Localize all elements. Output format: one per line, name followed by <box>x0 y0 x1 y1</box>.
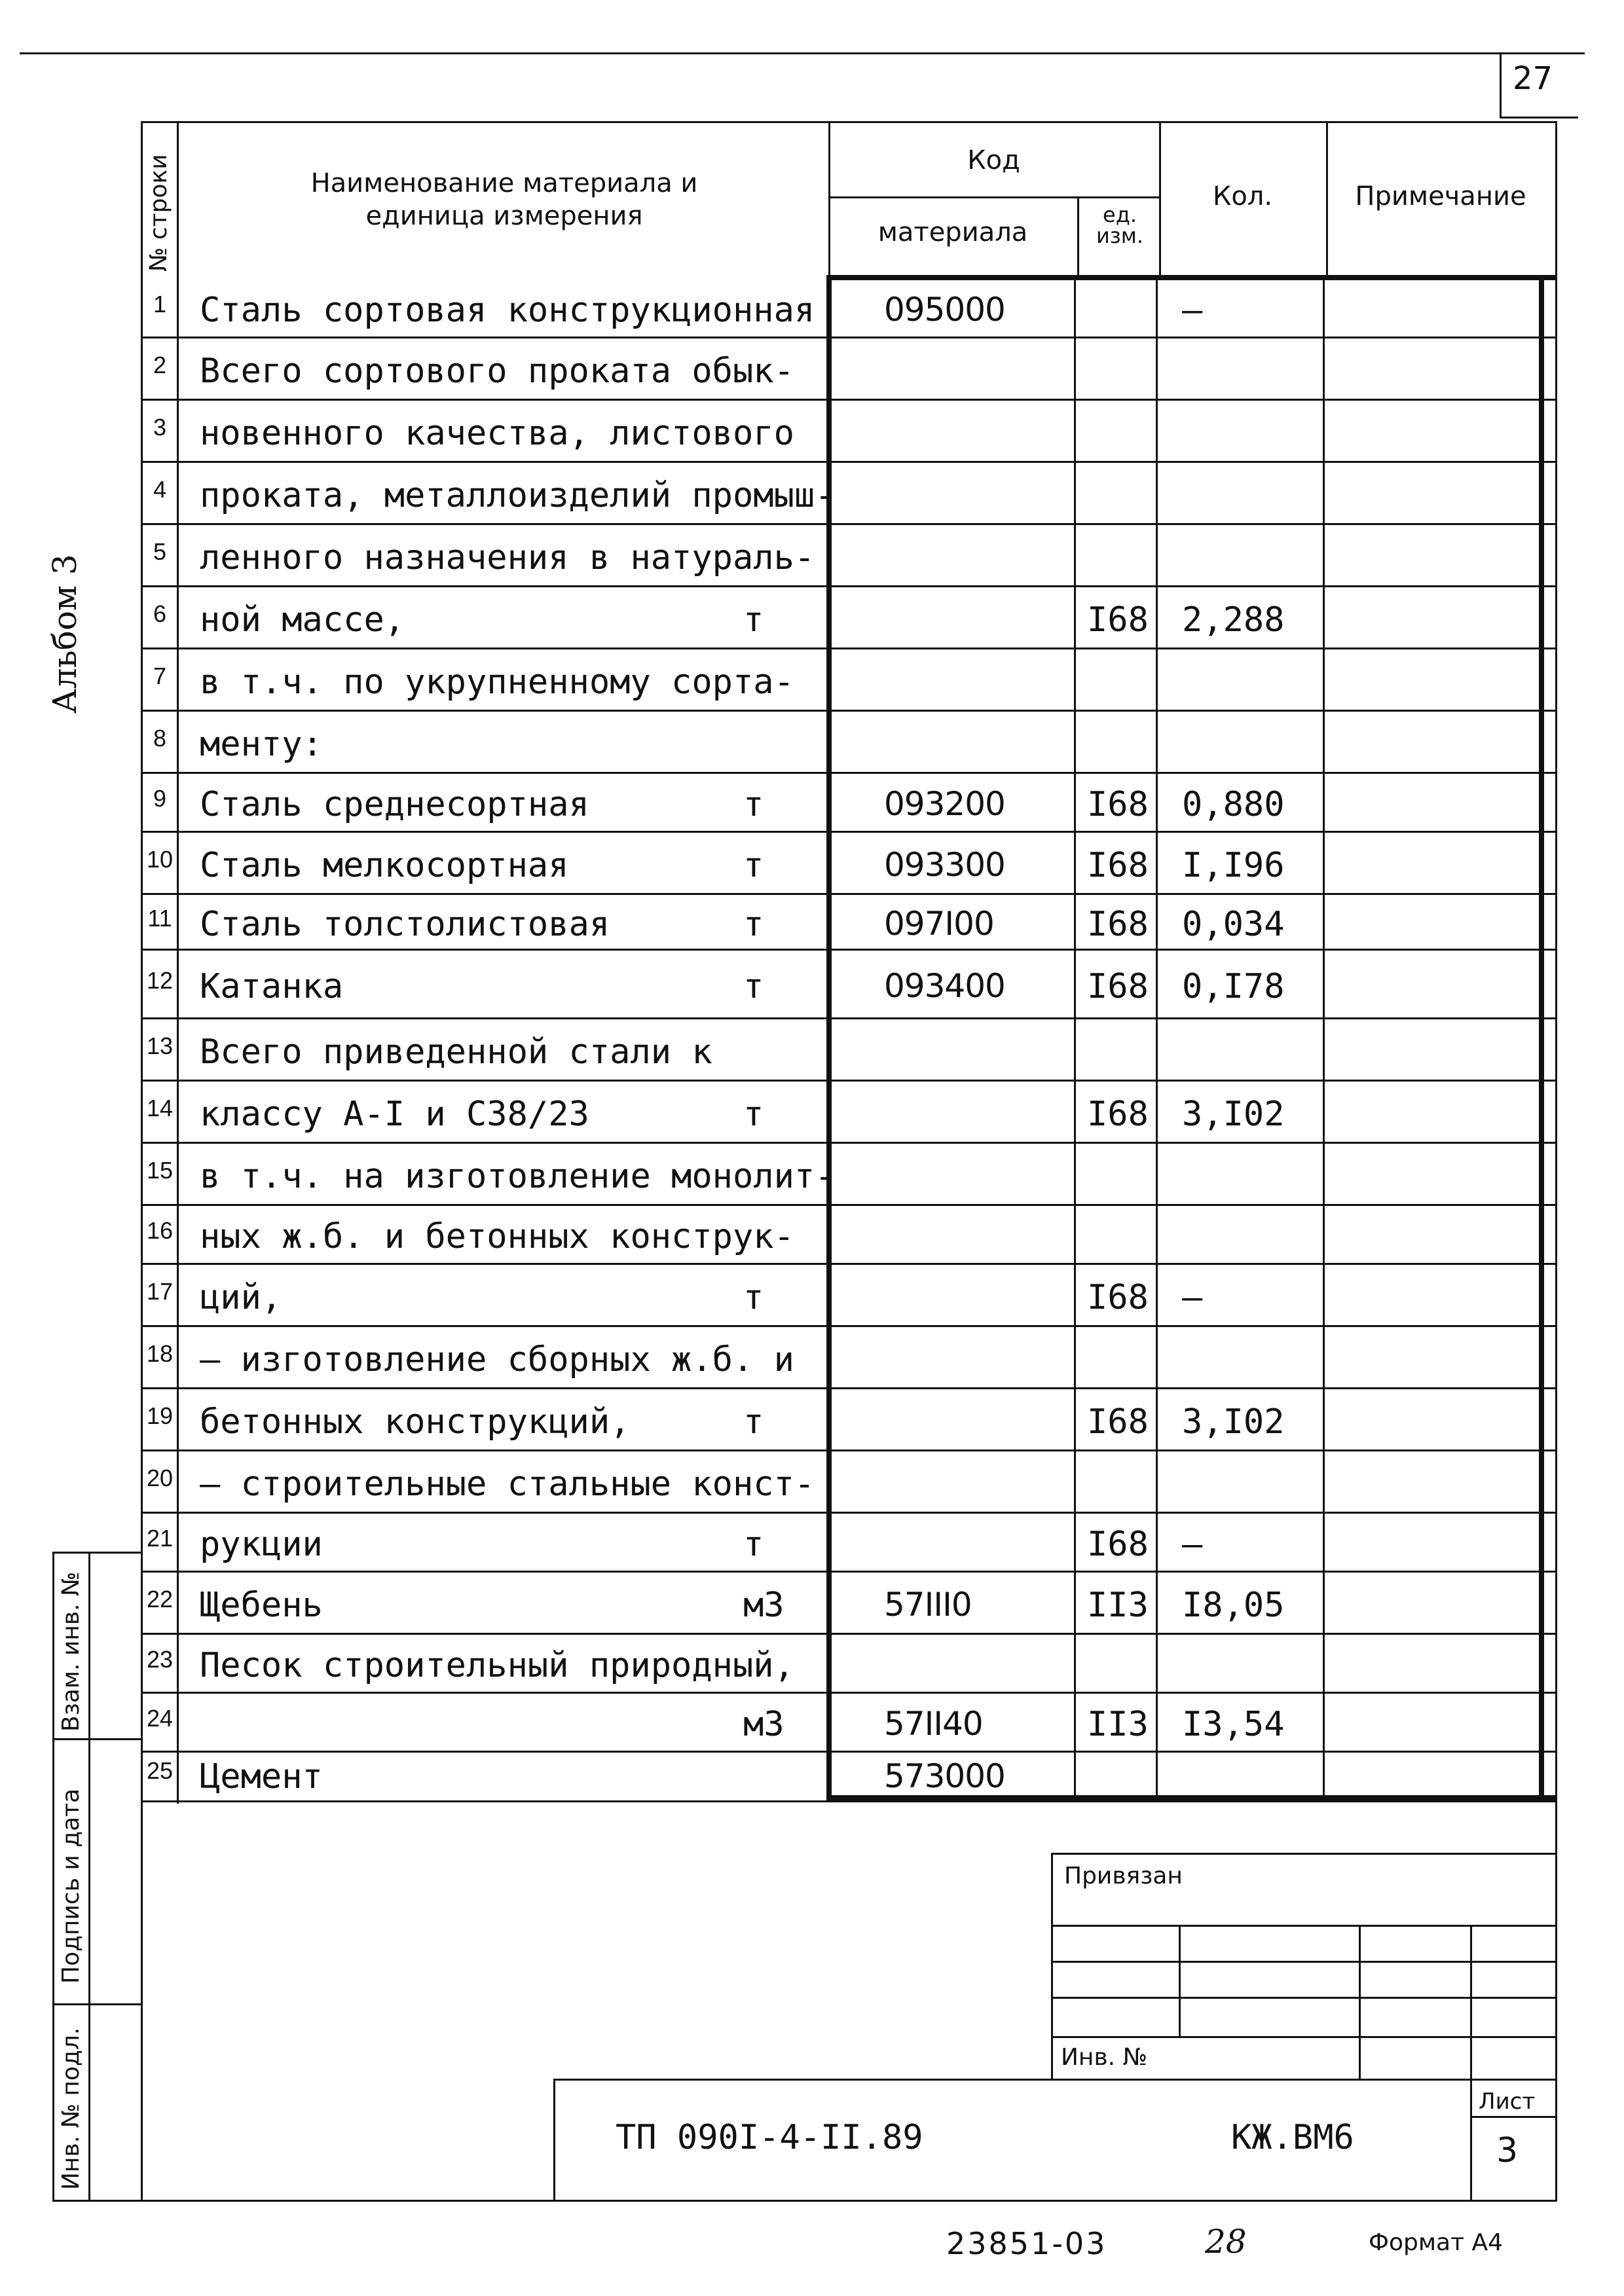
page-number-box-border <box>1500 52 1502 118</box>
material-name: Цемент <box>200 1757 323 1796</box>
material-name: ных ж.б. и бетонных конструк- <box>200 1217 794 1256</box>
unit-code: I68 <box>1087 1402 1149 1442</box>
unit-of-measure: т <box>743 1525 764 1564</box>
row-rule <box>141 1263 1557 1265</box>
quantity: I3,54 <box>1182 1705 1285 1744</box>
row-rule <box>141 1017 1557 1019</box>
footer-page-number: 28 <box>1205 2223 1247 2261</box>
row-rule <box>141 831 1557 833</box>
page-number: 27 <box>1513 60 1553 97</box>
top-rule <box>20 52 1585 54</box>
doc-mark: КЖ.ВМ6 <box>1231 2118 1354 2157</box>
tb-grid-h2 <box>1051 1961 1555 1963</box>
quantity: – <box>1182 1277 1203 1317</box>
material-name: проката, металлоизделий промыш- <box>200 475 836 515</box>
archive-number: 23851-03 <box>946 2226 1107 2261</box>
tb-sheet-div <box>1470 2116 1555 2118</box>
row-number: 23 <box>146 1646 174 1673</box>
unit-of-measure: т <box>743 600 764 640</box>
unit-of-measure: т <box>743 1402 764 1442</box>
quantity: – <box>1182 1525 1203 1564</box>
material-name: Щебень <box>200 1585 323 1625</box>
row-rule <box>141 1325 1557 1327</box>
row-number: 8 <box>153 724 167 752</box>
unit-of-measure: т <box>743 904 764 944</box>
row-number: 12 <box>146 966 174 994</box>
row-rule <box>141 461 1557 463</box>
col-num-right <box>177 121 179 1804</box>
doc-code: ТП 090I-4-II.89 <box>616 2118 923 2157</box>
tb-grid-h1 <box>1051 1925 1555 1927</box>
material-name: Песок строительный природный, <box>200 1646 794 1685</box>
unit-of-measure: т <box>743 785 764 824</box>
side-stamp-mid <box>88 1552 90 2200</box>
sheet-label: Лист <box>1479 2088 1536 2115</box>
material-name: менту: <box>200 724 323 764</box>
row-rule <box>141 1142 1557 1144</box>
row-rule <box>141 1449 1557 1451</box>
hdr-code-divider <box>828 196 1159 198</box>
album-label: Альбом 3 <box>46 554 84 714</box>
inv-podl-label: Инв. № подл. <box>58 2027 84 2190</box>
row-number: 7 <box>153 662 167 689</box>
row-number: 10 <box>146 845 174 873</box>
unit-of-measure: т <box>743 1277 764 1317</box>
frame-right <box>1555 121 1557 2200</box>
unit-code: I68 <box>1087 1525 1149 1564</box>
material-name: – строительные стальные конст- <box>200 1464 815 1504</box>
unit-code: I68 <box>1087 845 1149 885</box>
frame-top <box>141 121 1557 123</box>
row-number: 21 <box>146 1525 174 1552</box>
header-code-material: материала <box>877 217 1028 247</box>
row-rule <box>141 1751 1557 1753</box>
page-number-box-bottom <box>1500 117 1578 118</box>
material-name: Сталь толстолистовая <box>200 904 610 944</box>
header-name: Наименование материала и единица измерения <box>310 168 698 231</box>
tb-grid-v1 <box>1179 1925 1181 2036</box>
row-number: 19 <box>146 1402 174 1429</box>
row-rule <box>141 893 1557 895</box>
row-number: 25 <box>146 1757 174 1784</box>
row-number: 22 <box>146 1585 174 1613</box>
row-rule <box>141 337 1557 338</box>
material-name: Сталь среднесортная <box>200 785 589 824</box>
material-code: 57III0 <box>884 1585 972 1624</box>
row-rule <box>141 1692 1557 1694</box>
unit-code: II3 <box>1087 1705 1149 1744</box>
row-rule <box>141 1387 1557 1389</box>
material-name: Катанка <box>200 966 344 1006</box>
row-number: 5 <box>153 538 167 565</box>
row-number: 17 <box>146 1277 174 1305</box>
frame-bottom <box>52 2200 1557 2202</box>
unit-code: II3 <box>1087 1585 1149 1625</box>
material-name: Сталь сортовая конструкционная <box>200 291 815 330</box>
material-name: Сталь мелкосортная <box>200 845 569 885</box>
material-name: рукции <box>200 1525 323 1564</box>
header-qty: Кол. <box>1212 181 1273 211</box>
data-bottom-border <box>826 1795 1557 1800</box>
side-stamp-top <box>52 1552 141 1554</box>
unit-of-measure: м3 <box>743 1585 784 1625</box>
material-name: Всего приведенной стали к <box>200 1032 712 1072</box>
inv-no-label: Инв. № <box>1061 2044 1148 2071</box>
material-name: ций, <box>200 1277 282 1317</box>
row-number: 2 <box>153 351 167 378</box>
material-name: Всего сортового проката обык- <box>200 351 794 391</box>
row-rule <box>141 1080 1557 1082</box>
row-rule <box>141 647 1557 649</box>
tb-main-top <box>553 2079 1555 2081</box>
podpis-data-label: Подпись и дата <box>58 1788 84 1984</box>
unit-code: I68 <box>1087 785 1149 824</box>
row-number: 15 <box>146 1156 174 1184</box>
quantity: 0,I78 <box>1182 966 1285 1006</box>
header-row-no: № строки <box>145 154 172 272</box>
header-code: Код <box>967 145 1020 175</box>
unit-code: I68 <box>1087 966 1149 1006</box>
row-number: 4 <box>153 475 167 503</box>
material-name: ной массе, <box>200 600 405 640</box>
material-name: классу А-I и С38/23 <box>200 1094 589 1134</box>
unit-code: I68 <box>1087 1277 1149 1317</box>
tb-main-left <box>553 2079 555 2200</box>
side-stamp-left <box>52 1552 54 2200</box>
row-rule <box>141 710 1557 712</box>
quantity: I,I96 <box>1182 845 1285 885</box>
row-rule <box>141 585 1557 587</box>
row-number: 16 <box>146 1217 174 1244</box>
material-code: 57II40 <box>884 1705 983 1743</box>
quantity: 0,034 <box>1182 904 1285 944</box>
material-code: 095000 <box>884 291 1005 329</box>
row-number: 14 <box>146 1094 174 1121</box>
unit-of-measure: т <box>743 966 764 1006</box>
header-code-unit: ед. изм. <box>1096 202 1144 248</box>
unit-code: I68 <box>1087 1094 1149 1134</box>
quantity: 0,880 <box>1182 785 1285 824</box>
format-label: Формат А4 <box>1369 2229 1504 2256</box>
tb-privyazan-top <box>1051 1853 1555 1855</box>
tb-grid-v2 <box>1359 1925 1361 2079</box>
tb-grid-h4 <box>1051 2036 1555 2038</box>
row-number: 18 <box>146 1339 174 1367</box>
unit-code: I68 <box>1087 600 1149 640</box>
material-code: 093400 <box>884 966 1005 1005</box>
row-number: 6 <box>153 600 167 627</box>
tb-privyazan-left <box>1051 1853 1053 2079</box>
privyazan-label: Привязан <box>1064 1863 1183 1889</box>
row-number: 3 <box>153 413 167 441</box>
row-rule <box>141 399 1557 401</box>
material-name: в т.ч. по укрупненному сорта- <box>200 662 794 702</box>
vzam-inv-label: Взам. инв. № <box>58 1571 84 1732</box>
material-code: 097I00 <box>884 904 994 943</box>
unit-of-measure: т <box>743 1094 764 1134</box>
table-bottom-rule <box>141 1800 1557 1802</box>
row-rule <box>141 772 1557 774</box>
sheet-number: 3 <box>1496 2131 1519 2170</box>
row-rule <box>141 523 1557 525</box>
material-code: 093200 <box>884 785 1005 823</box>
material-name: новенного качества, листового <box>200 413 794 453</box>
quantity: I8,05 <box>1182 1585 1285 1625</box>
row-number: 13 <box>146 1032 174 1059</box>
row-rule <box>141 1512 1557 1514</box>
row-number: 9 <box>153 785 167 812</box>
header-note: Примечание <box>1355 181 1526 211</box>
row-number: 20 <box>146 1464 174 1491</box>
row-number: 1 <box>153 291 167 318</box>
material-code: 573000 <box>884 1757 1005 1795</box>
unit-code: I68 <box>1087 904 1149 944</box>
col-code-right <box>1077 196 1079 278</box>
row-number: 24 <box>146 1705 174 1732</box>
side-stamp-div2 <box>52 2003 141 2005</box>
tb-grid-v3 <box>1470 1925 1472 2200</box>
unit-of-measure: т <box>743 845 764 885</box>
side-stamp-div1 <box>52 1738 141 1740</box>
row-rule <box>141 1633 1557 1635</box>
material-name: – изготовление сборных ж.б. и <box>200 1339 794 1379</box>
quantity: 3,I02 <box>1182 1094 1285 1134</box>
row-rule <box>141 1204 1557 1206</box>
row-rule <box>141 949 1557 951</box>
row-number: 11 <box>147 904 172 932</box>
material-name: ленного назначения в натураль- <box>200 538 815 577</box>
unit-of-measure: м3 <box>743 1705 784 1744</box>
quantity: 2,288 <box>1182 600 1285 640</box>
material-code: 093300 <box>884 845 1005 884</box>
tb-grid-h3 <box>1051 1997 1555 1999</box>
quantity: – <box>1182 291 1203 330</box>
material-name: бетонных конструкций, <box>200 1402 631 1442</box>
data-top-border <box>826 275 1557 280</box>
row-rule <box>141 1571 1557 1573</box>
material-name: в т.ч. на изготовление монолит- <box>200 1156 836 1196</box>
quantity: 3,I02 <box>1182 1402 1285 1442</box>
